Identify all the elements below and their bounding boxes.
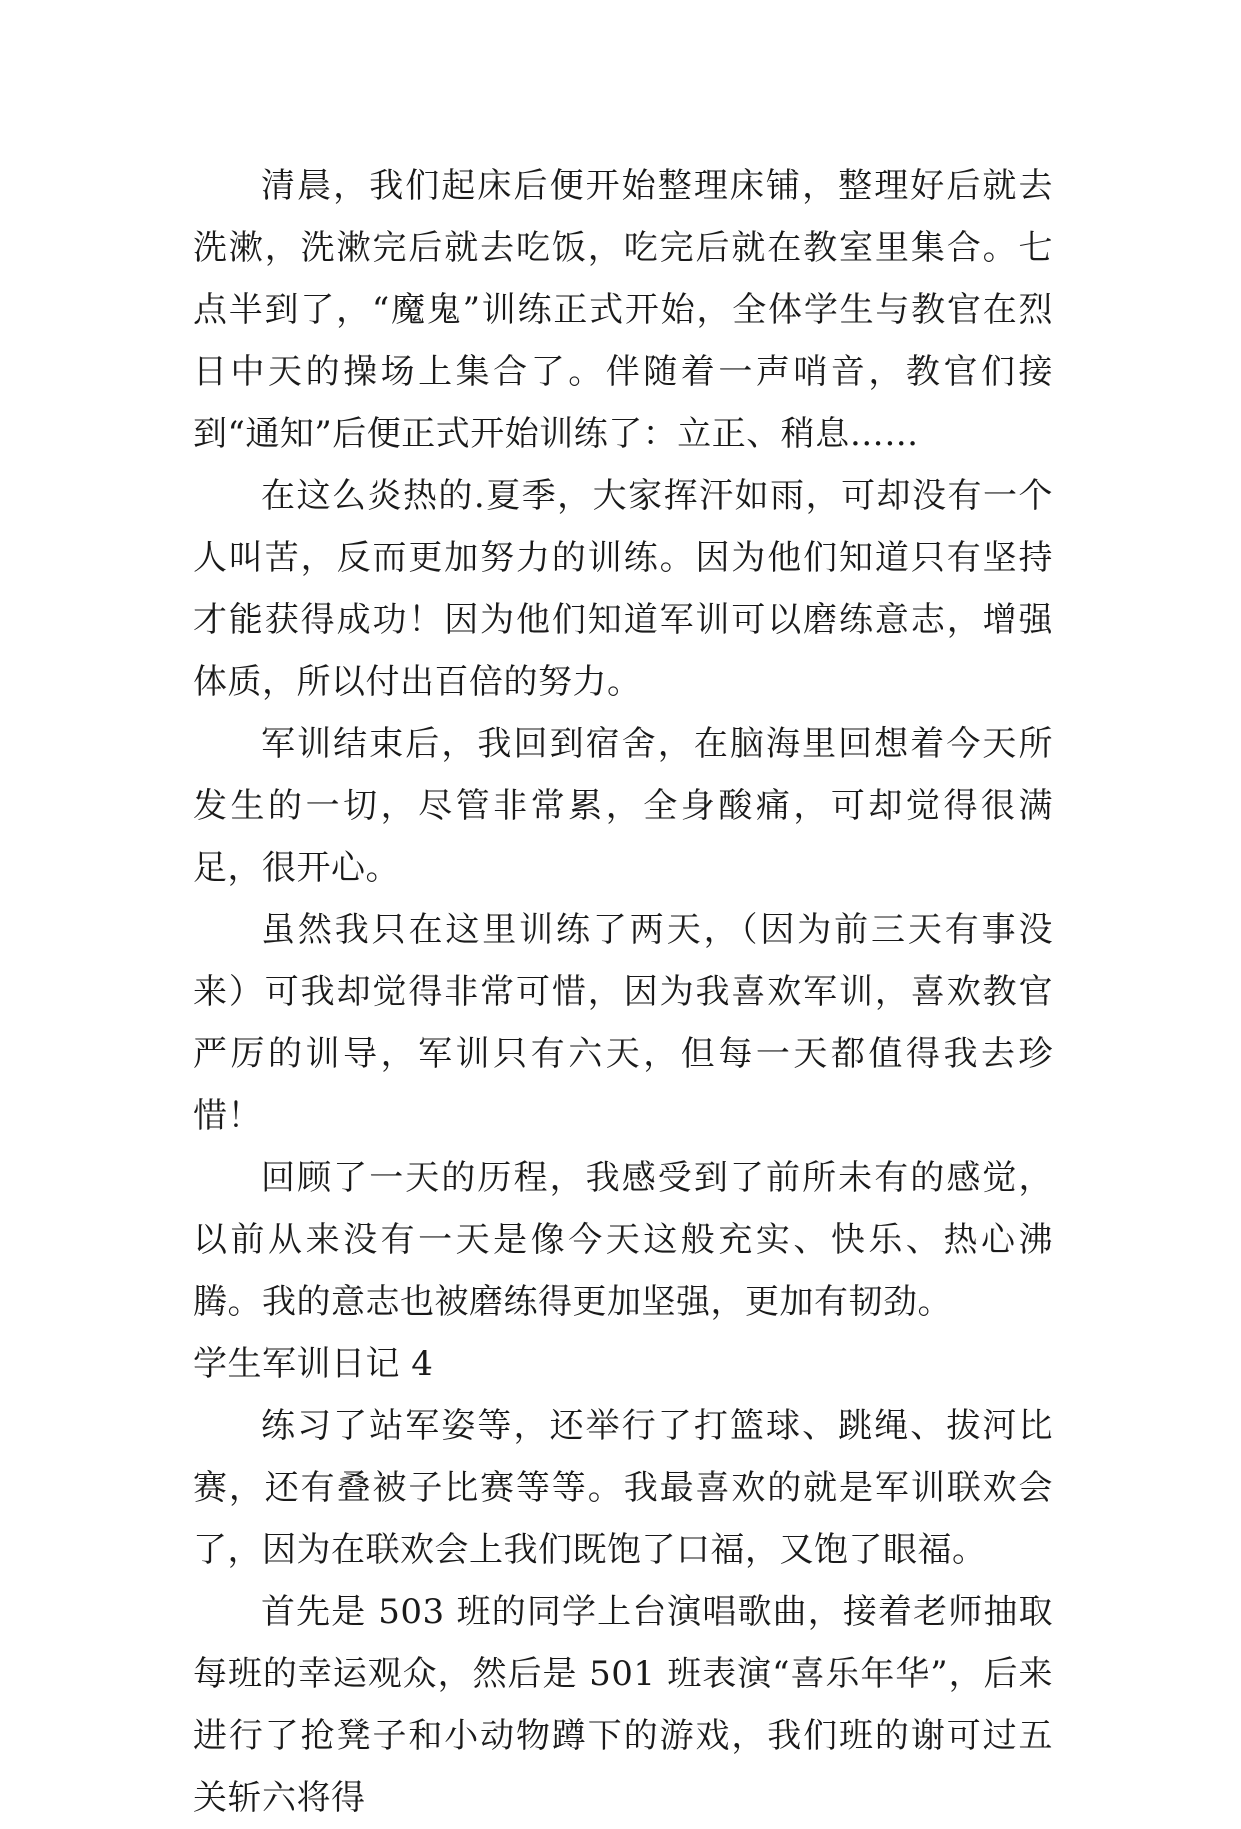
paragraph-party-program: 首先是 503 班的同学上台演唱歌曲，接着老师抽取每班的幸运观众，然后是 501 班表演“喜乐年华”，后来进行了抢凳子和小动物蹲下的游戏，我们班的谢可过五关斩六将得: [193, 1592, 1053, 1818]
paragraph-review-day: 回顾了一天的历程，我感受到了前所未有的感觉，以前从来没有一天是像今天这般充实、快乐、热心沸腾。我的意志也被磨练得更加坚强，更加有韧劲。: [193, 1158, 1053, 1322]
paragraph-two-days: 虽然我只在这里训练了两天，（因为前三天有事没来）可我却觉得非常可惜，因为我喜欢军训，喜欢教官严厉的训导，军训只有六天，但每一天都值得我去珍惜！: [193, 910, 1053, 1136]
paragraph-activities: 练习了站军姿等，还举行了打篮球、跳绳、拔河比赛，还有叠被子比赛等等。我最喜欢的就是军训联欢会了，因为在联欢会上我们既饱了口福，又饱了眼福。: [193, 1406, 1053, 1570]
section-heading: 学生军训日记 4: [193, 1344, 434, 1384]
paragraph-after-training: 军训结束后，我回到宿舍，在脑海里回想着今天所发生的一切，尽管非常累，全身酸痛，可却觉得很满足，很开心。: [193, 724, 1053, 888]
paragraph-summer-heat: 在这么炎热的.夏季，大家挥汗如雨，可却没有一个人叫苦，反而更加努力的训练。因为他们知道只有坚持才能获得成功！因为他们知道军训可以磨练意志，增强体质，所以付出百倍的努力。: [193, 476, 1053, 702]
paragraph-morning-training: 清晨，我们起床后便开始整理床铺，整理好后就去洗漱，洗漱完后就去吃饭，吃完后就在教室里集合。七点半到了，“魔鬼”训练正式开始，全体学生与教官在烈日中天的操场上集合了。伴随着一声哨音，教官们接到“通知”后便正式开始训练了：立正、稍息……: [193, 166, 1053, 454]
document-body: [193, 155, 1053, 1829]
